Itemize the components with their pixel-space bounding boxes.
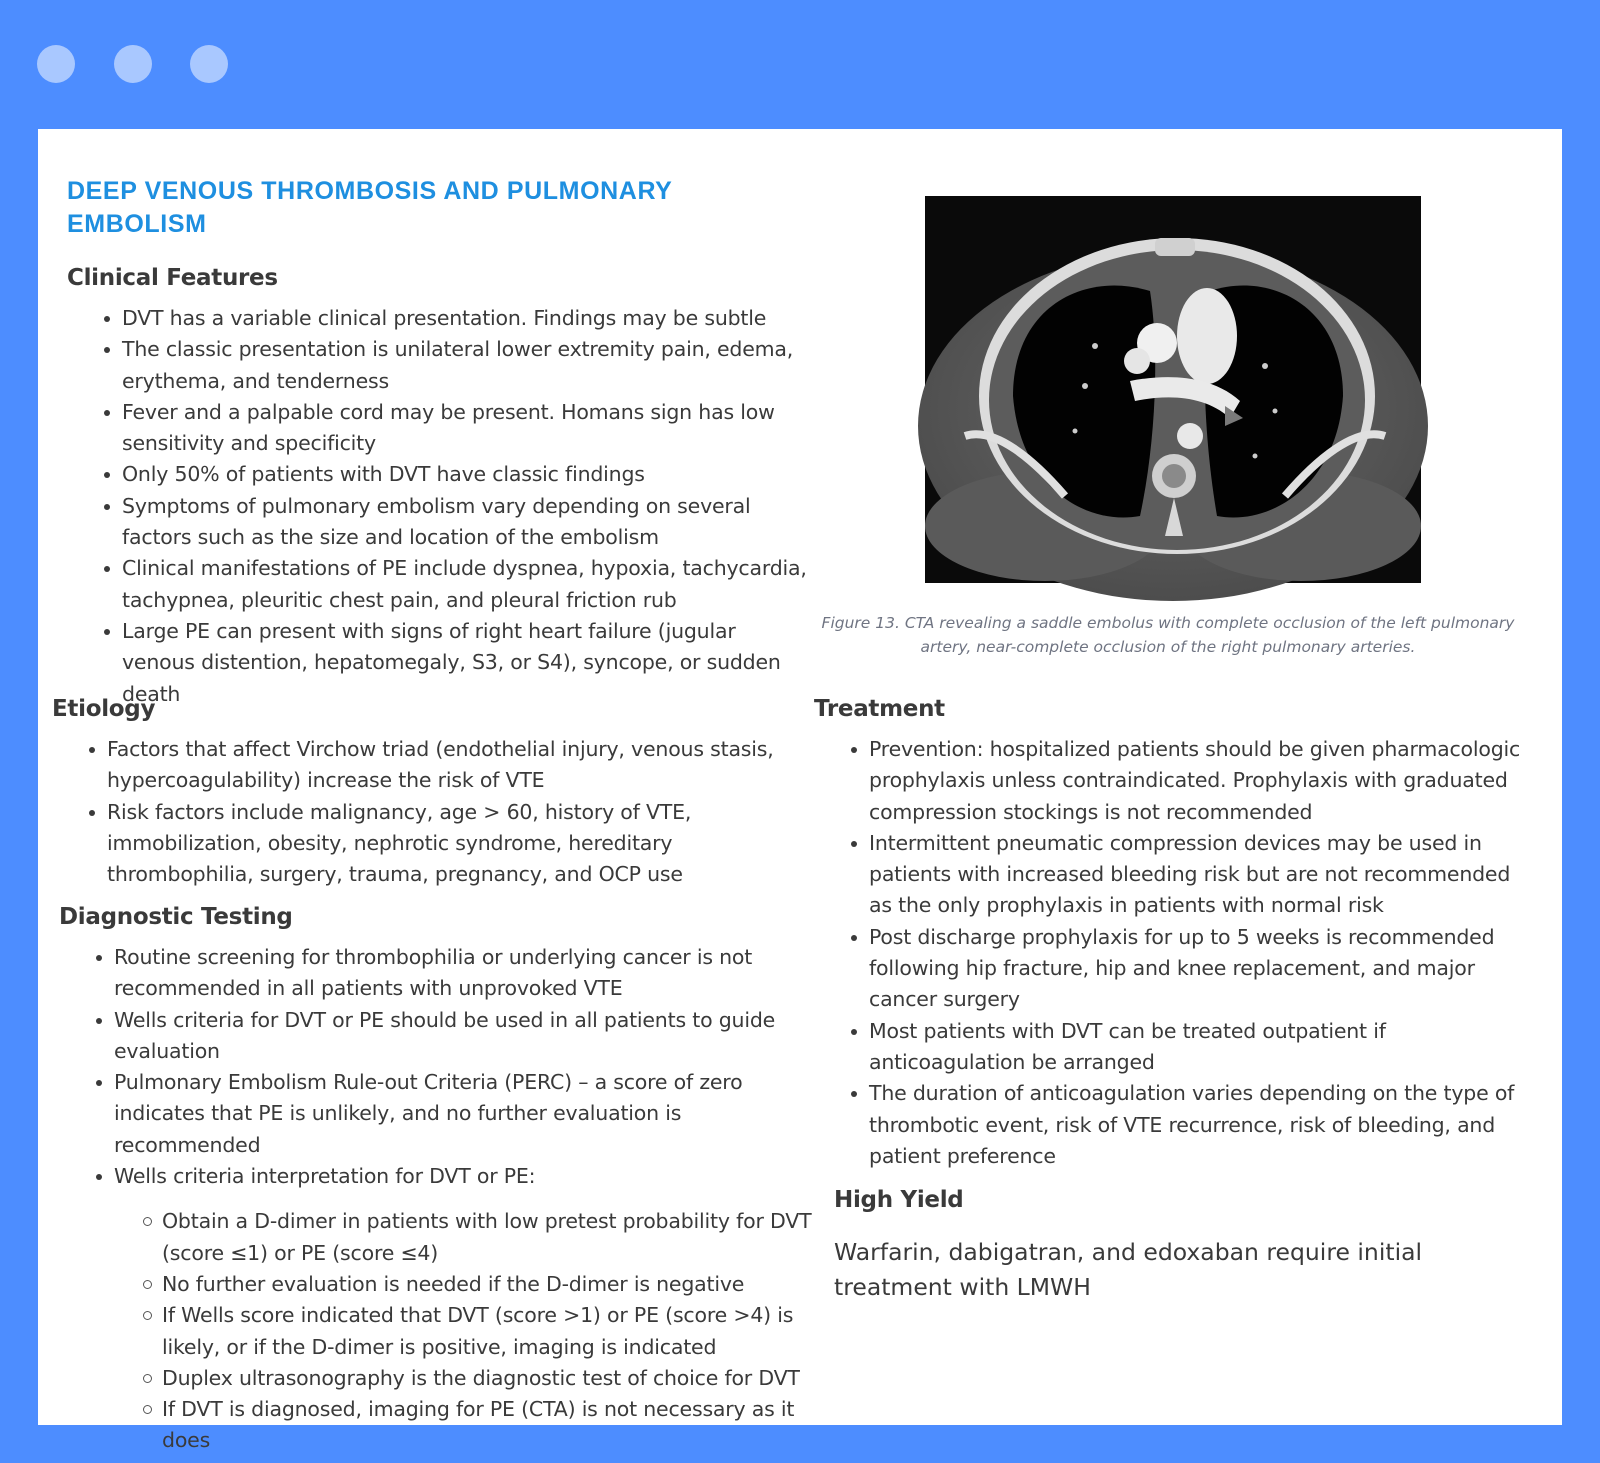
treatment-section [814, 696, 1562, 1172]
sub-list-item: Duplex ultrasonography is the diagnostic test of choice for DVT [59, 1363, 819, 1394]
sub-list-item: If Wells score indicated that DVT (score >1) or PE (score >4) is likely, or if the D-dimer is positive, imaging is indicated [59, 1300, 819, 1363]
list-item: Post discharge prophylaxis for up to 5 weeks is recommended following hip fracture, hip and knee replacement, and major cancer surgery [814, 922, 1534, 1016]
treatment-heading: Treatment [814, 696, 945, 722]
wells-criteria-sublist [59, 1206, 819, 1456]
list-item: Factors that affect Virchow triad (endothelial injury, venous stasis, hypercoagulability) increase the risk of VTE [52, 734, 822, 797]
list-item: Large PE can present with signs of right heart failure (jugular venous distention, hepatomegaly, S3, or S4), syncope, or sudden death [67, 616, 813, 710]
diagnostic-testing-section [59, 904, 812, 1453]
list-item: DVT has a variable clinical presentation. Findings may be subtle [67, 303, 813, 334]
figure-caption: Figure 13. CTA revealing a saddle embolus with complete occlusion of the left pulmonary artery, near-complete occlusion of the right pulmonary arteries. [821, 614, 1515, 656]
sub-list-item: No further evaluation is needed if the D-dimer is negative [59, 1269, 819, 1300]
high-yield-heading: High Yield [834, 1187, 964, 1213]
etiology-list [52, 734, 822, 890]
list-item: Most patients with DVT can be treated outpatient if anticoagulation be arranged [814, 1016, 1534, 1079]
ct-scan-graphic [925, 196, 1421, 583]
list-item: Only 50% of patients with DVT have classic findings [67, 459, 813, 490]
clinical-features-heading: Clinical Features [67, 265, 278, 291]
window-control-dot[interactable] [114, 45, 152, 83]
list-item: Symptoms of pulmonary embolism vary depending on several factors such as the size and location of the embolism [67, 491, 813, 554]
list-item: Prevention: hospitalized patients should be given pharmacologic prophylaxis unless contraindicated. Prophylaxis with graduated compression stockings is not recommended [814, 734, 1534, 828]
list-item: Pulmonary Embolism Rule-out Criteria (PERC) – a score of zero indicates that PE is unlikely, and no further evaluation is recommended [59, 1067, 819, 1161]
diagnostic-testing-heading: Diagnostic Testing [59, 904, 293, 930]
list-item: Intermittent pneumatic compression devices may be used in patients with increased bleeding risk but are not recommended as the only prophylaxis in patients with normal risk [814, 828, 1534, 922]
window-control-dot[interactable] [190, 45, 228, 83]
page-title: DEEP VENOUS THROMBOSIS AND PULMONARY EMBOLISM [67, 177, 672, 238]
list-item: Clinical manifestations of PE include dyspnea, hypoxia, tachycardia, tachypnea, pleuritic chest pain, and pleural friction rub [67, 553, 813, 616]
sub-list-item: Obtain a D-dimer in patients with low pretest probability for DVT (score ≤1) or PE (score ≤4) [59, 1206, 819, 1269]
list-item: Wells criteria interpretation for DVT or PE: [59, 1161, 819, 1192]
list-item: Routine screening for thrombophilia or underlying cancer is not recommended in all patients with unprovoked VTE [59, 942, 819, 1005]
list-item: Risk factors include malignancy, age > 60, history of VTE, immobilization, obesity, nephrotic syndrome, hereditary thrombophilia, surgery, trauma, pregnancy, and OCP use [52, 797, 822, 891]
clinical-features-list [67, 303, 813, 710]
etiology-section [52, 696, 798, 890]
window-control-dot[interactable] [37, 45, 75, 83]
high-yield-section [834, 1187, 1544, 1305]
clinical-features-section [67, 265, 837, 710]
list-item: Wells criteria for DVT or PE should be used in all patients to guide evaluation [59, 1005, 819, 1068]
sub-list-item: If DVT is diagnosed, imaging for PE (CTA) is not necessary as it does [59, 1394, 819, 1457]
etiology-heading: Etiology [52, 696, 156, 722]
title-block [67, 175, 807, 241]
content-panel [38, 129, 1562, 1453]
list-item: The classic presentation is unilateral lower extremity pain, edema, erythema, and tenderness [67, 334, 813, 397]
high-yield-text: Warfarin, dabigatran, and edoxaban require initial treatment with LMWH [834, 1238, 1423, 1301]
list-item: Fever and a palpable cord may be present. Homans sign has low sensitivity and specificity [67, 397, 813, 460]
figure-caption-block [813, 611, 1523, 659]
ct-scan-image [925, 196, 1421, 583]
list-item: The duration of anticoagulation varies depending on the type of thrombotic event, risk of VTE recurrence, risk of bleeding, and patient preference [814, 1078, 1534, 1172]
diagnostic-testing-list [59, 942, 819, 1192]
treatment-list [814, 734, 1534, 1172]
